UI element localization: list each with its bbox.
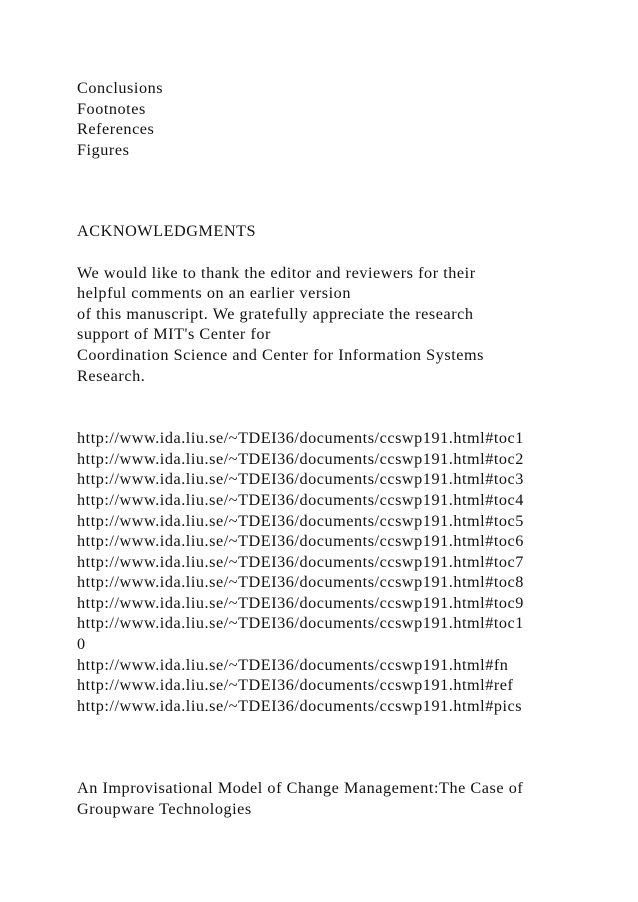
link-ref[interactable]: http://www.ida.liu.se/~TDEI36/documents/ccswp191.html#ref — [77, 676, 514, 695]
toc-item-conclusions[interactable]: Conclusions — [77, 79, 164, 97]
article-title-line: Groupware Technologies — [77, 800, 252, 819]
link-fn[interactable]: http://www.ida.liu.se/~TDEI36/documents/ccswp191.html#fn — [77, 655, 509, 674]
acknowledgments-line: We would like to thank the editor and reviewers for their — [77, 263, 476, 282]
toc-item-references[interactable]: References — [77, 120, 155, 139]
link-toc2[interactable]: http://www.ida.liu.se/~TDEI36/documents/ccswp191.html#toc2 — [77, 449, 524, 468]
article-title-line: An Improvisational Model of Change Management:The Case of — [77, 779, 524, 798]
link-toc5[interactable]: http://www.ida.liu.se/~TDEI36/documents/ccswp191.html#toc5 — [77, 511, 524, 530]
toc-item-footnotes[interactable]: Footnotes — [77, 99, 146, 118]
acknowledgments-line: support of MIT's Center for — [77, 325, 271, 344]
acknowledgments-line: Coordination Science and Center for Information Systems — [77, 345, 484, 364]
link-toc7[interactable]: http://www.ida.liu.se/~TDEI36/documents/ccswp191.html#toc7 — [77, 552, 524, 571]
link-toc3[interactable]: http://www.ida.liu.se/~TDEI36/documents/ccswp191.html#toc3 — [77, 470, 524, 489]
toc-item-figures[interactable]: Figures — [77, 140, 130, 159]
link-toc10[interactable]: http://www.ida.liu.se/~TDEI36/documents/ccswp191.html#toc1 — [77, 614, 524, 633]
spacer — [77, 716, 598, 778]
toc-list — [77, 78, 598, 160]
link-toc10-wrap[interactable]: 0 — [77, 635, 86, 654]
acknowledgments-line: of this manuscript. We gratefully appreciate the research — [77, 304, 474, 323]
acknowledgments-line: helpful comments on an earlier version — [77, 284, 351, 303]
spacer — [77, 242, 598, 263]
acknowledgments-section — [77, 221, 598, 386]
article-title — [77, 778, 598, 819]
acknowledgments-heading: ACKNOWLEDGMENTS — [77, 222, 257, 241]
acknowledgments-line: Research. — [77, 366, 146, 385]
link-toc9[interactable]: http://www.ida.liu.se/~TDEI36/documents/ccswp191.html#toc9 — [77, 593, 524, 612]
link-toc4[interactable]: http://www.ida.liu.se/~TDEI36/documents/ccswp191.html#toc4 — [77, 490, 524, 509]
links-list — [77, 428, 598, 716]
link-pics[interactable]: http://www.ida.liu.se/~TDEI36/documents/ccswp191.html#pics — [77, 696, 523, 715]
spacer — [77, 160, 598, 221]
link-toc1[interactable]: http://www.ida.liu.se/~TDEI36/documents/ccswp191.html#toc1 — [77, 429, 524, 448]
link-toc8[interactable]: http://www.ida.liu.se/~TDEI36/documents/ccswp191.html#toc8 — [77, 573, 524, 592]
spacer — [77, 386, 598, 428]
link-toc6[interactable]: http://www.ida.liu.se/~TDEI36/documents/ccswp191.html#toc6 — [77, 532, 524, 551]
